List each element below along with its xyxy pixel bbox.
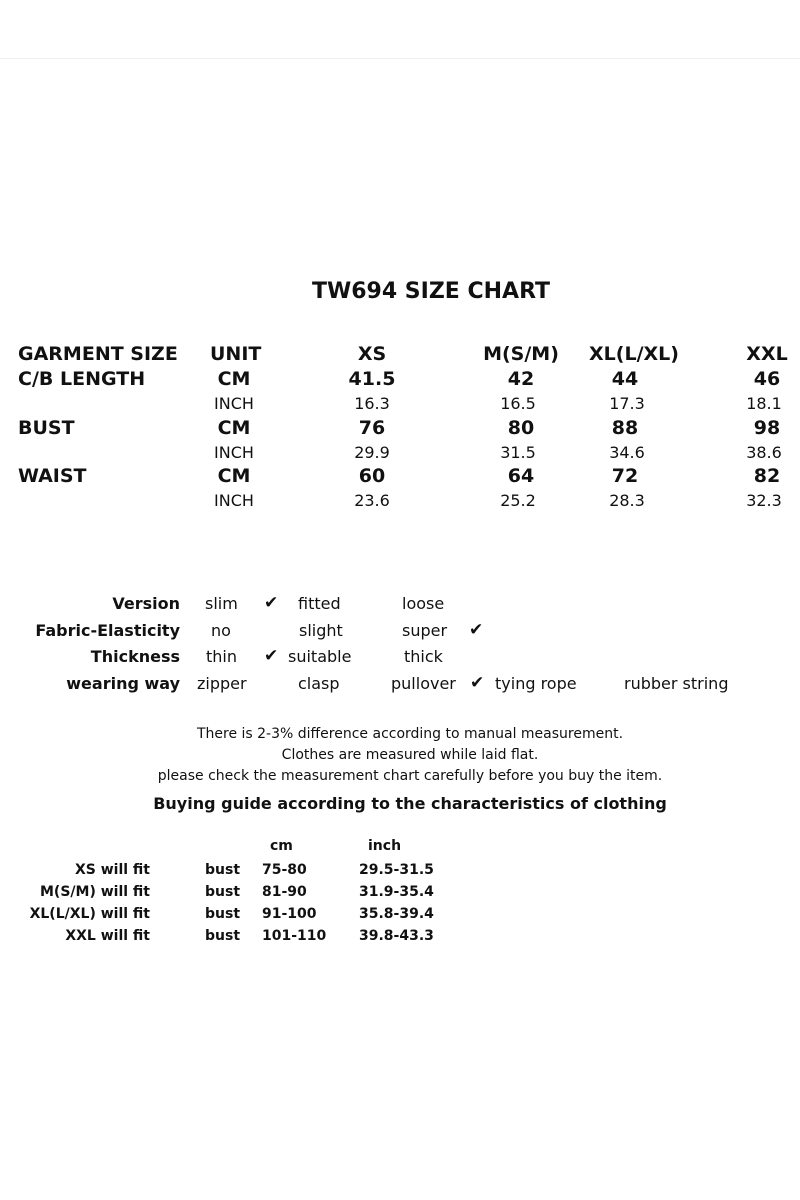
cell-value: 88: [611, 417, 639, 439]
option-thick: thick: [404, 647, 443, 666]
unit-inch: INCH: [214, 443, 254, 462]
cell-value: 80: [507, 417, 535, 439]
fit-label-xl: XL(L/XL) will fit: [29, 906, 150, 922]
cell-value: 60: [358, 465, 386, 487]
check-icon: ✔: [264, 593, 279, 613]
header-size-m: M(S/M): [483, 343, 559, 365]
header-size-xs: XS: [357, 343, 387, 365]
option-thin: thin: [206, 647, 237, 666]
unit-cm: CM: [217, 368, 251, 390]
top-divider: [0, 58, 800, 59]
row-label-bust: BUST: [18, 417, 75, 439]
option-tying-rope: tying rope: [495, 674, 577, 693]
fit-cm: 75-80: [262, 862, 307, 878]
cell-value: 16.5: [500, 394, 536, 413]
label-version: Version: [112, 594, 180, 613]
check-icon: ✔: [470, 673, 485, 693]
fit-inch: 29.5-31.5: [359, 862, 434, 878]
fit-cm: 81-90: [262, 884, 307, 900]
cell-value: 32.3: [746, 491, 782, 510]
cell-value: 98: [753, 417, 781, 439]
fit-cm: 101-110: [262, 928, 327, 944]
fit-inch: 35.8-39.4: [359, 906, 434, 922]
check-icon: ✔: [469, 620, 484, 640]
cell-value: 76: [358, 417, 386, 439]
option-suitable: suitable: [288, 647, 352, 666]
fit-part: bust: [205, 862, 241, 878]
option-slim: slim: [205, 594, 238, 613]
header-garment-size: GARMENT SIZE: [18, 343, 178, 365]
fit-cm: 91-100: [262, 906, 317, 922]
note-difference: There is 2-3% difference according to manual measurement.: [196, 726, 624, 742]
cell-value: 17.3: [609, 394, 645, 413]
label-fabric-elasticity: Fabric-Elasticity: [35, 621, 180, 640]
option-pullover: pullover: [391, 674, 456, 693]
option-super: super: [402, 621, 448, 640]
note-check-chart: please check the measurement chart carefully before you buy the item.: [157, 768, 663, 784]
col-cm: cm: [270, 838, 293, 854]
cell-value: 31.5: [500, 443, 536, 462]
fit-label-xs: XS will fit: [74, 862, 150, 878]
cell-value: 46: [753, 368, 781, 390]
unit-inch: INCH: [214, 491, 254, 510]
option-rubber-string: rubber string: [624, 674, 729, 693]
cell-value: 16.3: [354, 394, 390, 413]
label-thickness: Thickness: [90, 647, 180, 666]
cell-value: 28.3: [609, 491, 645, 510]
cell-value: 25.2: [500, 491, 536, 510]
buying-guide-title: Buying guide according to the characteristics of clothing: [153, 794, 667, 813]
cell-value: 42: [507, 368, 535, 390]
page-title: TW694 SIZE CHART: [311, 279, 551, 304]
fit-label-xxl: XXL will fit: [65, 928, 150, 944]
option-zipper: zipper: [197, 674, 247, 693]
option-no: no: [211, 621, 231, 640]
col-inch: inch: [368, 838, 402, 854]
check-icon: ✔: [264, 646, 279, 666]
cell-value: 82: [753, 465, 781, 487]
fit-label-m: M(S/M) will fit: [39, 884, 150, 900]
option-loose: loose: [402, 594, 445, 613]
header-size-xl: XL(L/XL): [589, 343, 679, 365]
fit-part: bust: [205, 884, 241, 900]
note-laid-flat: Clothes are measured while laid flat.: [281, 747, 539, 763]
cell-value: 64: [507, 465, 535, 487]
cell-value: 29.9: [354, 443, 390, 462]
row-label-waist: WAIST: [18, 465, 87, 487]
unit-cm: CM: [217, 465, 251, 487]
cell-value: 41.5: [348, 368, 396, 390]
label-wearing-way: wearing way: [66, 674, 180, 693]
header-size-xxl: XXL: [746, 343, 788, 365]
cell-value: 38.6: [746, 443, 782, 462]
header-unit: UNIT: [210, 343, 262, 365]
fit-inch: 39.8-43.3: [359, 928, 434, 944]
fit-part: bust: [205, 928, 241, 944]
fit-inch: 31.9-35.4: [359, 884, 434, 900]
unit-cm: CM: [217, 417, 251, 439]
cell-value: 23.6: [354, 491, 390, 510]
option-slight: slight: [299, 621, 343, 640]
cell-value: 34.6: [609, 443, 645, 462]
option-clasp: clasp: [298, 674, 340, 693]
row-label-cb-length: C/B LENGTH: [18, 368, 146, 390]
fit-part: bust: [205, 906, 241, 922]
option-fitted: fitted: [298, 594, 341, 613]
cell-value: 72: [611, 465, 639, 487]
cell-value: 18.1: [746, 394, 782, 413]
cell-value: 44: [611, 368, 639, 390]
unit-inch: INCH: [214, 394, 254, 413]
